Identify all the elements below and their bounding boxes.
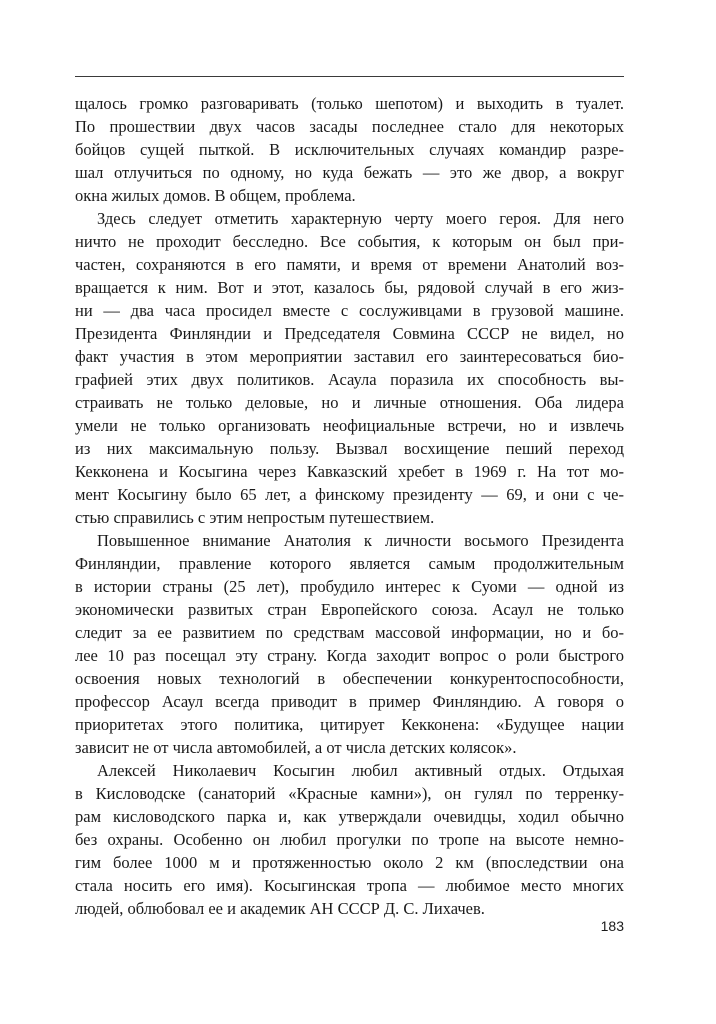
text-line: приоритетах этого политика, цитирует Кекконена: «Будущее нации: [75, 715, 624, 734]
text-line: профессор Асаул всегда приводит в пример Финляндию. А говоря о: [75, 692, 624, 711]
text-line: мент Косыгину было 65 лет, а финскому президенту — 69, и они с че-: [75, 485, 624, 504]
text-line: Кекконена и Косыгина через Кавказский хребет в 1969 г. На тот мо-: [75, 462, 624, 481]
page-number: 183: [600, 918, 624, 934]
text-line: людей, облюбовал ее и академик АН СССР Д. С. Лихачев.: [75, 899, 485, 918]
text-line: освоения новых технологий в обеспечении конкурентоспособности,: [75, 669, 624, 688]
text-line: экономически развитых стран Европейского союза. Асаул не только: [75, 600, 624, 619]
text-line: гим более 1000 м и протяженностью около 2 км (впоследствии она: [75, 853, 624, 872]
body-text: [75, 92, 624, 920]
text-line: шал отлучиться по одному, но куда бежать — это же двор, а вокруг: [75, 163, 624, 182]
text-line: в истории страны (25 лет), пробудило интерес к Суоми — одной из: [75, 577, 624, 596]
paragraph: [75, 529, 624, 759]
text-line: в Кисловодске (санаторий «Красные камни»), он гулял по терренку-: [75, 784, 624, 803]
text-line: Алексей Николаевич Косыгин любил активный отдых. Отдыхая: [97, 761, 624, 780]
text-line: Финляндии, правление которого является самым продолжительным: [75, 554, 624, 573]
text-line: частен, сохраняются в его памяти, и время от времени Анатолий воз-: [75, 255, 624, 274]
text-line: По прошествии двух часов засады последнее стало для некоторых: [75, 117, 624, 136]
text-line: стала носить его имя). Косыгинская тропа — любимое место многих: [75, 876, 624, 895]
text-line: ни — два часа просидел вместе с сослуживцами в грузовой машине.: [75, 301, 624, 320]
text-line: бойцов сущей пыткой. В исключительных случаях командир разре-: [75, 140, 624, 159]
text-line: стью справились с этим непростым путешествием.: [75, 508, 435, 527]
paragraph: [75, 92, 624, 207]
text-line: вращается к ним. Вот и этот, казалось бы, рядовой случай в его жиз-: [75, 278, 624, 297]
text-line: Здесь следует отметить характерную черту моего героя. Для него: [97, 209, 624, 228]
text-line: из них максимальную пользу. Вызвал восхищение пеший переход: [75, 439, 624, 458]
text-line: щалось громко разговаривать (только шепотом) и выходить в туалет.: [75, 94, 624, 113]
text-line: Президента Финляндии и Председателя Совмина СССР не видел, но: [75, 324, 624, 343]
text-line: без охраны. Особенно он любил прогулки по тропе на высоте немно-: [75, 830, 624, 849]
text-line: ничто не проходит бесследно. Все события, к которым он был при-: [75, 232, 624, 251]
text-line: факт участия в этом мероприятии заставил его заинтересоваться био-: [75, 347, 624, 366]
header-rule: [75, 76, 624, 77]
paragraph: [75, 759, 624, 920]
paragraph: [75, 207, 624, 529]
text-line: следит за ее развитием по средствам массовой информации, но и бо-: [75, 623, 624, 642]
text-line: умели не только организовать неофициальные встречи, но и извлечь: [75, 416, 624, 435]
text-line: Повышенное внимание Анатолия к личности восьмого Президента: [97, 531, 624, 550]
text-line: рам кисловодского парка и, как утверждали очевидцы, ходил обычно: [75, 807, 624, 826]
text-line: окна жилых домов. В общем, проблема.: [75, 186, 356, 205]
text-line: зависит не от числа автомобилей, а от числа детских колясок».: [75, 738, 517, 757]
text-line: лее 10 раз посещал эту страну. Когда заходит вопрос о роли быстрого: [75, 646, 624, 665]
text-line: страивать не только деловые, но и личные отношения. Оба лидера: [75, 393, 624, 412]
text-line: графией этих двух политиков. Асаула поразила их способность вы-: [75, 370, 624, 389]
